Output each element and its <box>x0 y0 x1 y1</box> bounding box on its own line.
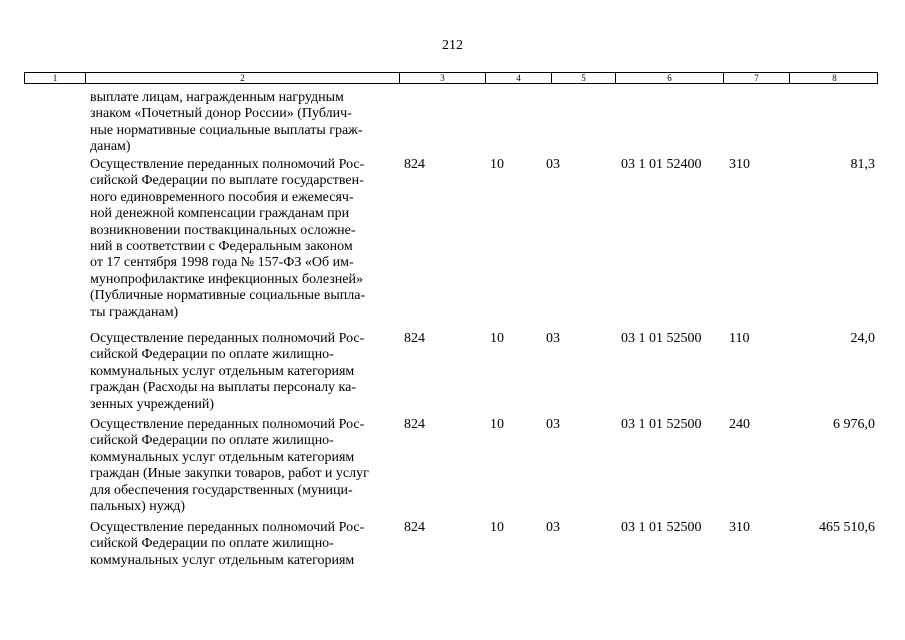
description-line: сийской Федерации по выплате государствен- <box>90 173 364 189</box>
page-number: 212 <box>442 38 463 53</box>
row-description <box>90 331 395 413</box>
cell-amount: 465 510,6 <box>819 520 875 535</box>
table-header <box>24 72 878 84</box>
cell-expense-type: 110 <box>729 331 750 346</box>
cell-subsection: 03 <box>546 520 560 535</box>
description-line: граждан (Иные закупки товаров, работ и услуг <box>90 466 369 482</box>
row-description <box>90 90 395 156</box>
description-line: мунопрофилактике инфекционных болезней» <box>90 271 363 287</box>
description-line: Осуществление переданных полномочий Рос- <box>90 417 365 432</box>
description-line: для обеспечения государственных (муници- <box>90 482 353 498</box>
description-line: возникновении поствакцинальных осложне- <box>90 222 356 238</box>
header-col-6: 6 <box>616 73 724 84</box>
cell-expense-type: 310 <box>729 157 750 172</box>
description-line: (Публичные нормативные социальные выпла- <box>90 288 366 304</box>
description-line: сийской Федерации по оплате жилищно- <box>90 536 334 552</box>
description-line: Осуществление переданных полномочий Рос- <box>90 157 365 172</box>
description-line: пальных) нужд) <box>90 499 186 515</box>
description-line: коммунальных услуг отдельным категориям <box>90 363 355 379</box>
cell-expense-type: 240 <box>729 417 750 432</box>
cell-section: 10 <box>490 520 504 535</box>
cell-target-article: 03 1 01 52500 <box>621 331 702 346</box>
description-line: ные нормативные социальные выплаты граж- <box>90 122 363 138</box>
cell-ministry: 824 <box>404 520 425 535</box>
cell-amount: 24,0 <box>850 331 875 346</box>
header-col-5: 5 <box>552 73 616 84</box>
description-line: граждан (Расходы на выплаты персоналу ка- <box>90 380 357 396</box>
header-col-2: 2 <box>86 73 400 84</box>
description-line: ты гражданам) <box>90 304 179 320</box>
cell-target-article: 03 1 01 52500 <box>621 417 702 432</box>
cell-subsection: 03 <box>546 331 560 346</box>
cell-section: 10 <box>490 417 504 432</box>
description-line: Осуществление переданных полномочий Рос- <box>90 520 365 535</box>
row-description <box>90 520 395 569</box>
row-description <box>90 417 395 515</box>
description-line: ного единовременного пособия и ежемесяч- <box>90 189 354 205</box>
cell-section: 10 <box>490 331 504 346</box>
cell-subsection: 03 <box>546 157 560 172</box>
cell-section: 10 <box>490 157 504 172</box>
cell-ministry: 824 <box>404 417 425 432</box>
row-description <box>90 157 395 321</box>
description-line: выплате лицам, награжденным нагрудным <box>90 90 344 105</box>
header-col-4: 4 <box>486 73 552 84</box>
description-line: сийской Федерации по оплате жилищно- <box>90 347 334 363</box>
description-line: сийской Федерации по оплате жилищно- <box>90 433 334 449</box>
description-line: Осуществление переданных полномочий Рос- <box>90 331 365 346</box>
description-line: зенных учреждений) <box>90 396 215 412</box>
header-col-7: 7 <box>724 73 790 84</box>
description-line: знаком «Почетный донор России» (Публич- <box>90 106 352 122</box>
cell-ministry: 824 <box>404 157 425 172</box>
description-line: коммунальных услуг отдельным категориям <box>90 449 355 465</box>
cell-amount: 6 976,0 <box>833 417 875 432</box>
header-col-8: 8 <box>832 73 837 83</box>
cell-expense-type: 310 <box>729 520 750 535</box>
cell-subsection: 03 <box>546 417 560 432</box>
description-line: коммунальных услуг отдельным категориям <box>90 552 355 568</box>
cell-ministry: 824 <box>404 331 425 346</box>
cell-target-article: 03 1 01 52400 <box>621 157 702 172</box>
cell-amount: 81,3 <box>850 157 875 172</box>
description-line: ний в соответствии с Федеральным законом <box>90 239 353 255</box>
header-col-3: 3 <box>400 73 486 84</box>
cell-target-article: 03 1 01 52500 <box>621 520 702 535</box>
header-col-1: 1 <box>25 73 86 84</box>
description-line: данам) <box>90 139 131 155</box>
description-line: ной денежной компенсации гражданам при <box>90 206 350 222</box>
description-line: от 17 сентября 1998 года № 157-ФЗ «Об им- <box>90 255 354 271</box>
